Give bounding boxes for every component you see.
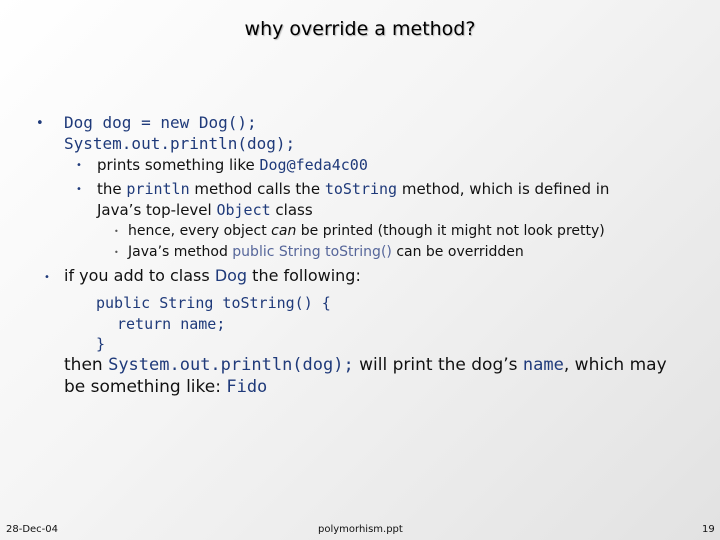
bullet-add-to-class — [64, 266, 361, 285]
footer-filename: polymorhism.ppt — [318, 524, 403, 535]
bullet: • — [44, 272, 50, 283]
code-block-line3: } — [96, 335, 106, 353]
text: Java’s top-level — [97, 201, 217, 219]
sub-bullet-prints — [97, 156, 368, 174]
sub-bullet-println-line2 — [97, 201, 313, 219]
text: can be overridden — [391, 244, 524, 260]
code-dog-hash: Dog@feda4c00 — [259, 156, 368, 174]
code-println-dog: System.out.println(dog); — [108, 355, 354, 375]
text: be printed (though it might not look pretty) — [296, 223, 605, 239]
subsub-bullet-hence — [128, 223, 605, 239]
bullet: • — [114, 248, 119, 257]
footer-date: 28-Dec-04 — [6, 524, 59, 535]
code-tostring-signature: public String toString() — [232, 244, 392, 260]
footer-page-number: 19 — [702, 524, 715, 535]
text: method, which is defined in — [397, 180, 610, 198]
text: be something like: — [64, 377, 227, 397]
bullet: • — [76, 160, 82, 171]
text: class — [270, 201, 313, 219]
text: method calls the — [189, 180, 325, 198]
text: the following: — [247, 266, 361, 285]
code-line-println: System.out.println(dog); — [64, 134, 296, 153]
bullet: • — [36, 116, 44, 131]
code-dog: Dog — [214, 266, 248, 285]
subsub-bullet-override — [128, 244, 524, 260]
text: will print the dog’s — [353, 355, 523, 375]
bullet: • — [114, 227, 119, 236]
bullet: • — [76, 184, 82, 195]
code-println: println — [126, 180, 190, 198]
code-fido: Fido — [226, 377, 268, 397]
text: hence, every object — [128, 223, 272, 239]
text: , which may — [563, 355, 667, 375]
code-block-line2: return name; — [117, 315, 226, 333]
text: Java’s method — [128, 244, 233, 260]
code-block-line1: public String toString() { — [96, 294, 331, 312]
code-tostring: toString — [324, 180, 398, 198]
text: if you add to class — [64, 266, 215, 285]
text: prints something like — [97, 156, 260, 174]
text: then — [64, 355, 109, 375]
slide-title: why override a method? — [244, 18, 476, 40]
code-object: Object — [216, 201, 271, 219]
sub-bullet-println-line1 — [97, 180, 609, 198]
then-line2 — [64, 377, 267, 397]
emphasis-can: can — [271, 223, 297, 239]
text: the — [97, 180, 127, 198]
then-line1 — [64, 355, 667, 375]
code-name: name — [522, 355, 564, 375]
code-line-dog-new: Dog dog = new Dog(); — [64, 113, 257, 132]
